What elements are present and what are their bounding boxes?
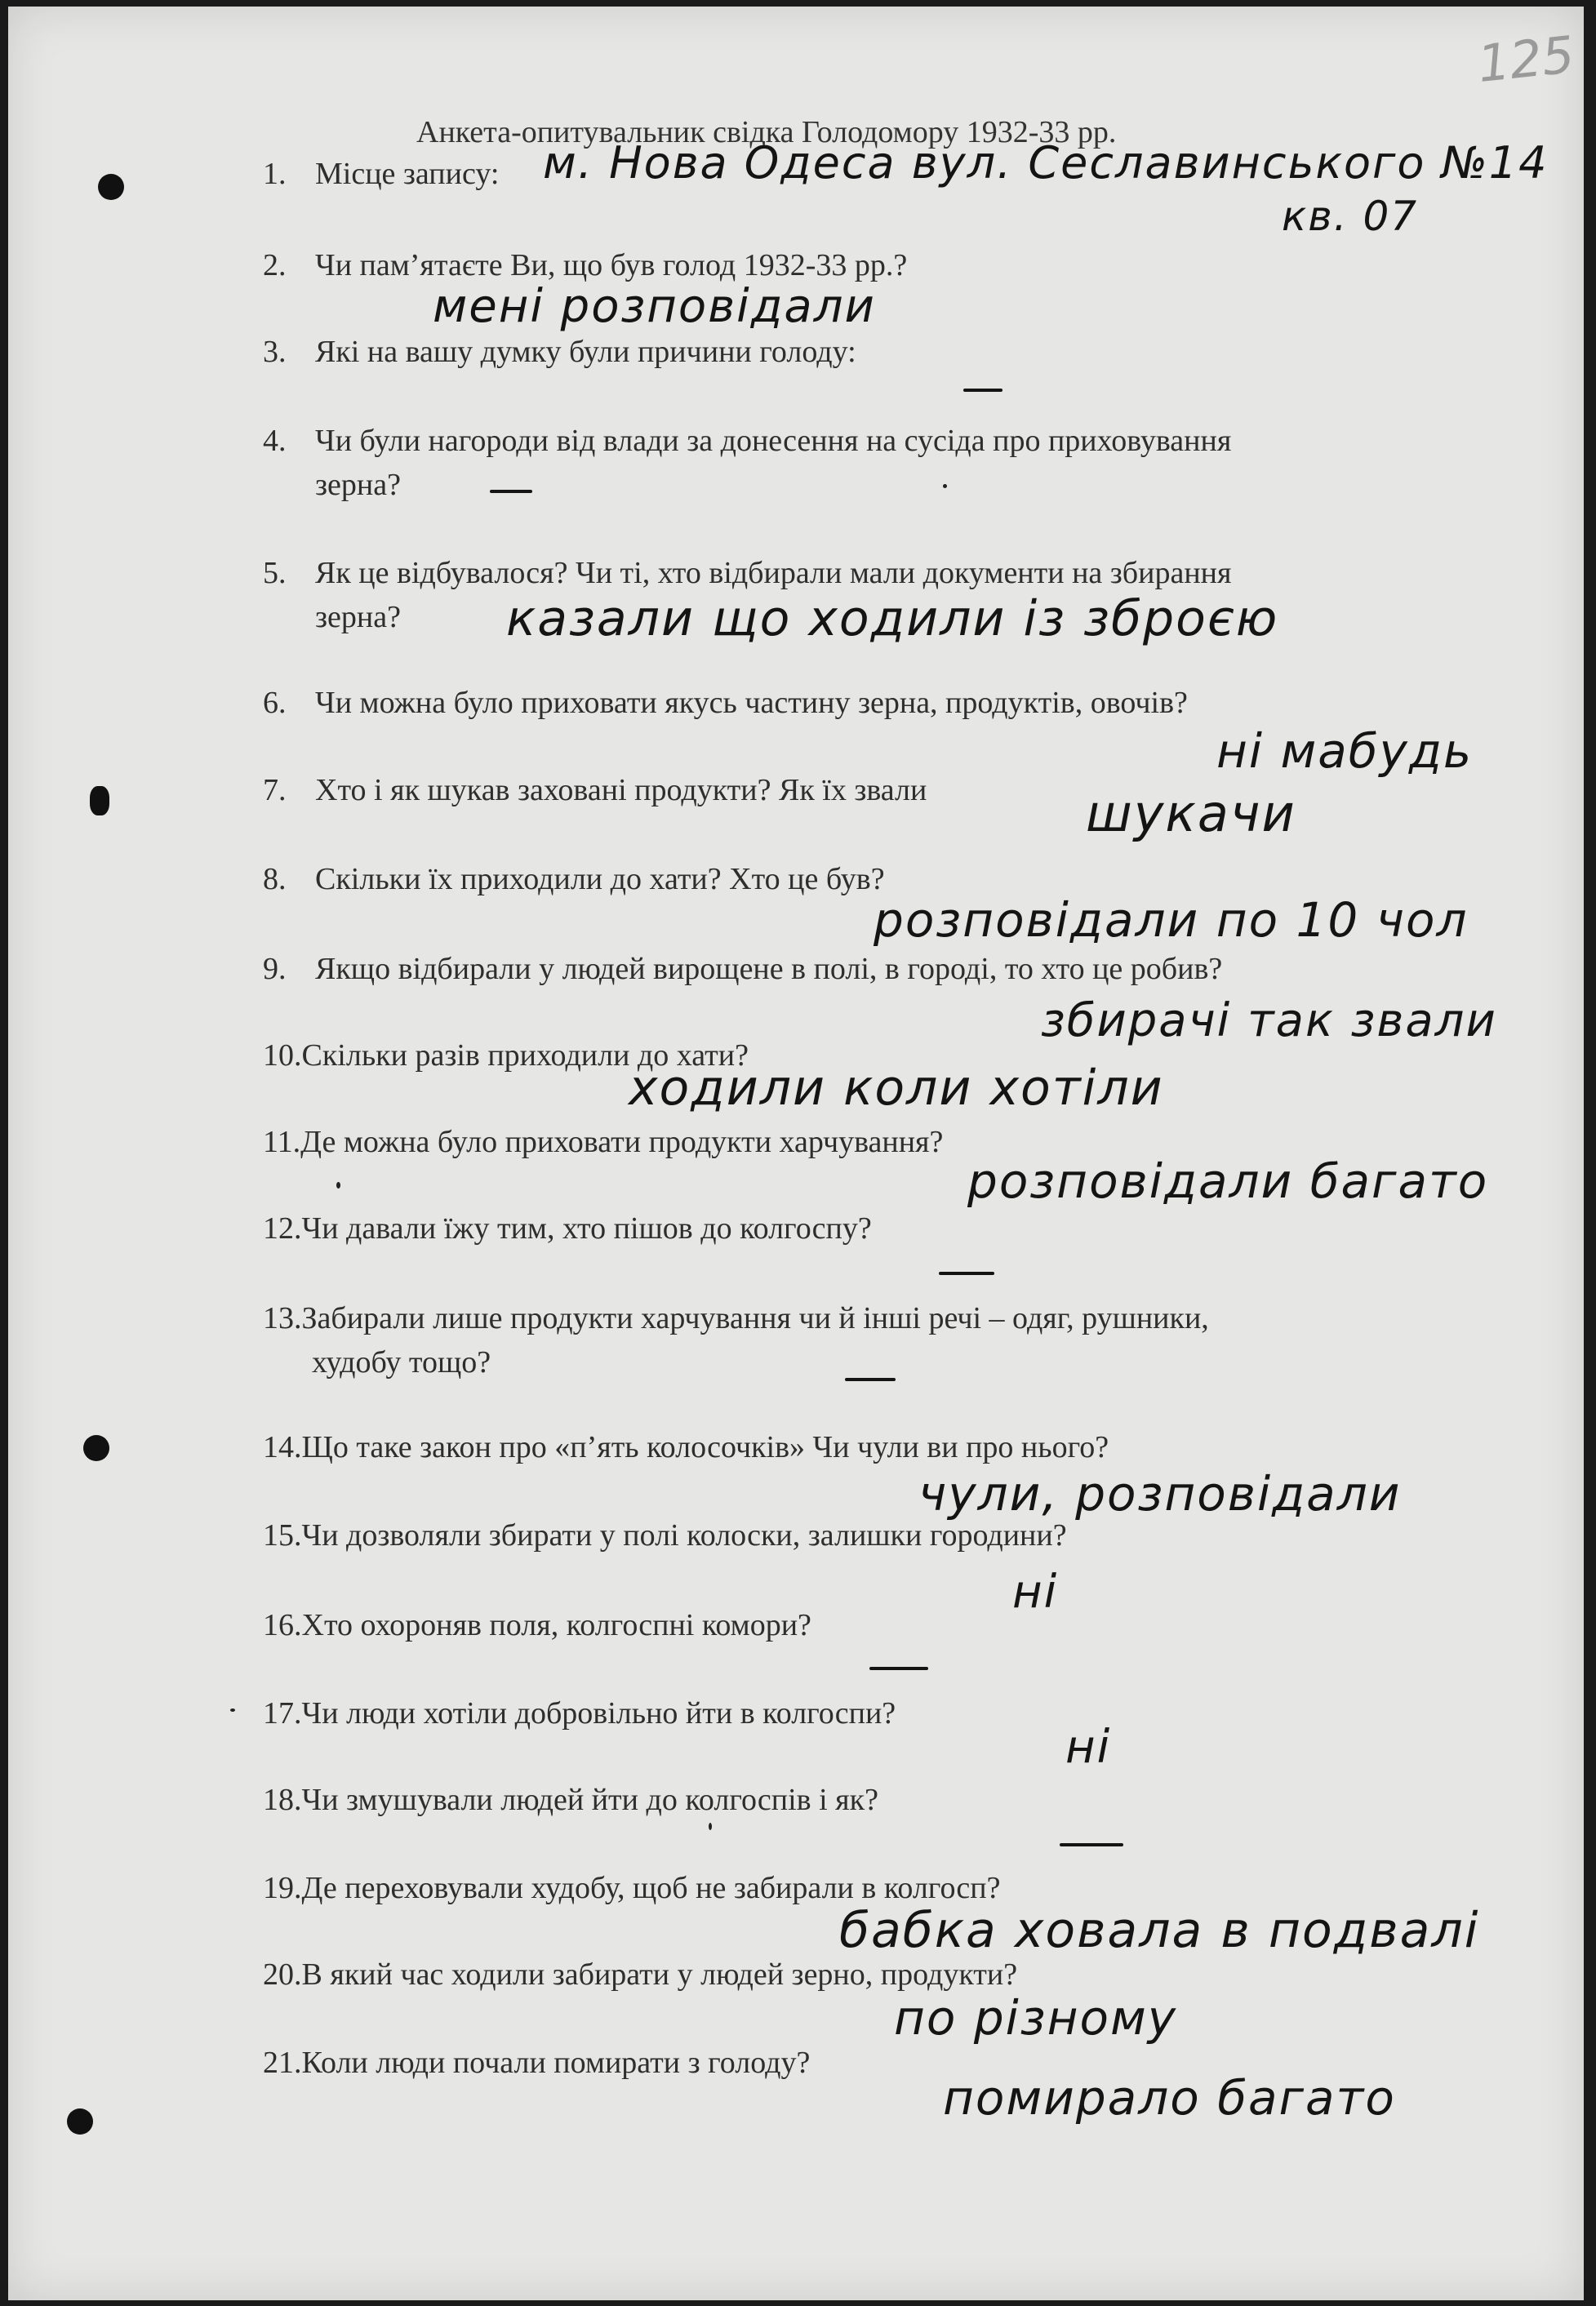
question-11: 11.Де можна було приховати продукти харчування? — [263, 1125, 944, 1159]
answer-18-dash — [1060, 1843, 1123, 1846]
answer-10: ходили коли хотіли — [629, 1060, 1164, 1117]
question-9: 9. Якщо відбирали у людей вирощене в полі, в городі, то хто це робив? — [263, 952, 1223, 986]
question-2: 2. Чи пам’ятаєте Ви, що був голод 1932-33 рр.? — [263, 248, 908, 282]
answer-16-dash — [869, 1667, 928, 1670]
answer-9: збирачі так звали — [1041, 994, 1497, 1047]
answer-19: бабка ховала в подвалі — [839, 1902, 1480, 1959]
answer-13-dash — [845, 1378, 896, 1381]
question-10: 10.Скільки разів приходили до хати? — [263, 1038, 749, 1073]
answer-11: розповідали багато — [967, 1153, 1489, 1209]
stray-mark — [336, 1182, 340, 1189]
form-title: Анкета-опитувальник свідка Голодомору 1932-33 рр. — [416, 115, 1117, 149]
answer-7-line2: шукачи — [1086, 784, 1296, 843]
question-12: 12.Чи давали їжу тим, хто пішов до колгоспу? — [263, 1211, 872, 1246]
question-7: 7. Хто і як шукав заховані продукти? Як їх звали — [263, 773, 927, 807]
answer-5: казали що ходили із зброєю — [506, 590, 1279, 647]
stray-mark — [709, 1823, 712, 1830]
question-21: 21.Коли люди почали помирати з голоду? — [263, 2046, 811, 2080]
question-5: 5. Як це відбувалося? Чи ті, хто відбирали мали документи на збирання зерна? — [263, 556, 1232, 634]
answer-2: мені розповідали — [433, 280, 876, 333]
punch-hole — [83, 1435, 109, 1461]
answer-1-line2: кв. 07 — [1282, 193, 1419, 240]
stray-mark — [230, 1708, 235, 1712]
question-13: 13.Забирали лише продукти харчування чи й інші речі – одяг, рушники, худобу тощо? — [263, 1301, 1209, 1380]
question-18: 18.Чи змушували людей йти до колгоспів і як? — [263, 1783, 878, 1817]
answer-17: ні — [1065, 1721, 1112, 1774]
answer-8: розповідали по 10 чол — [874, 892, 1469, 948]
page-number: 125 — [1474, 24, 1577, 94]
answer-7-line1: ні мабудь — [1216, 723, 1474, 779]
punch-hole — [90, 786, 109, 815]
question-4: 4. Чи були нагороди від влади за донесення на сусіда про приховування зерна? — [263, 424, 1232, 502]
question-15: 15.Чи дозволяли збирати у полі колоски, залишки городини? — [263, 1518, 1067, 1553]
question-20: 20.В який час ходили забирати у людей зерно, продукти? — [263, 1957, 1018, 1992]
question-14: 14.Що таке закон про «п’ять колосочків» Чи чули ви про нього? — [263, 1430, 1109, 1464]
answer-3-dash — [963, 389, 1003, 392]
answer-21: помирало багато — [943, 2070, 1396, 2126]
question-3: 3. Які на вашу думку були причини голоду: — [263, 335, 856, 369]
document-sheet — [8, 7, 1584, 2300]
answer-12-dash — [939, 1272, 994, 1275]
answer-14: чули, розповідали — [918, 1466, 1402, 1522]
question-8: 8. Скільки їх приходили до хати? Хто це був? — [263, 862, 885, 896]
stray-mark — [943, 484, 947, 488]
answer-1-line1: м. Нова Одеса вул. Сеславинського №14 — [543, 137, 1549, 189]
answer-4-dash — [490, 490, 532, 493]
question-19: 19.Де переховували худобу, щоб не забирали в колгосп? — [263, 1871, 1001, 1905]
answer-20: по різному — [894, 1990, 1178, 2046]
question-16: 16.Хто охороняв поля, колгоспні комори? — [263, 1608, 811, 1642]
punch-hole — [67, 2108, 93, 2135]
question-17: 17.Чи люди хотіли добровільно йти в колгоспи? — [263, 1696, 896, 1731]
punch-hole — [98, 174, 124, 200]
question-6: 6. Чи можна було приховати якусь частину зерна, продуктів, овочів? — [263, 686, 1188, 720]
answer-15: ні — [1012, 1566, 1059, 1619]
question-1: 1. Місце запису: — [263, 157, 500, 191]
